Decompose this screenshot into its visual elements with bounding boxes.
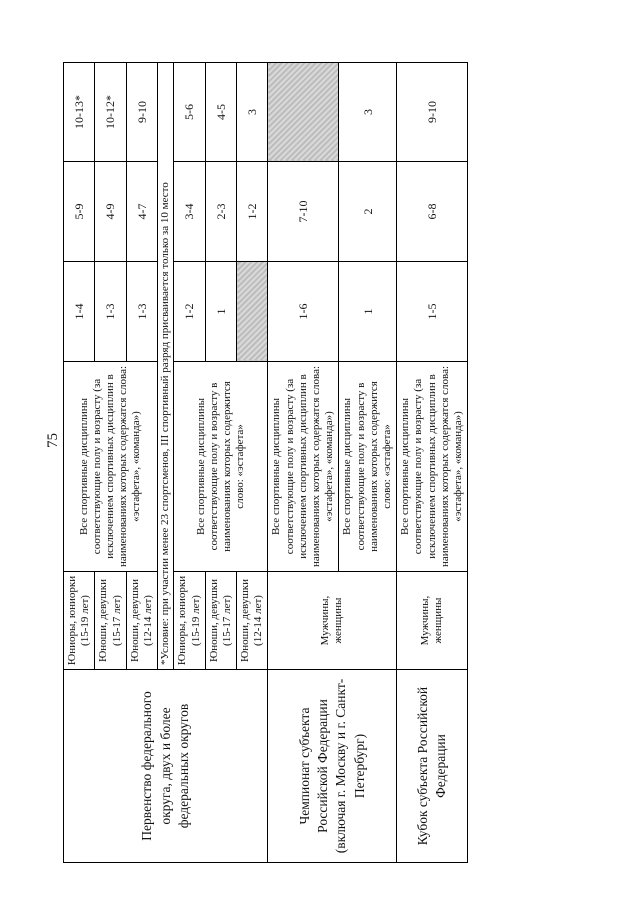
rank-c: 3 bbox=[237, 63, 268, 162]
rank-c: 5-6 bbox=[174, 63, 205, 162]
rank-c: 10-13* bbox=[64, 63, 95, 162]
competition-cup: Кубок субъекта Российской Федерации bbox=[397, 670, 468, 863]
age-group: Юноши, девушки (12-14 лет) bbox=[237, 572, 268, 670]
rank-a: 1 bbox=[339, 262, 397, 362]
rank-a: 1-6 bbox=[268, 262, 339, 362]
discipline-cell: Все спортивные дисциплины соответствующие полу и возрасту (за исключением спортивных дисциплин в наименованиях которых содержатся слова: «эстафета», «команда») bbox=[397, 362, 468, 572]
rank-b: 2 bbox=[339, 162, 397, 262]
age-group: Юноши, девушки (15-17 лет) bbox=[95, 572, 126, 670]
age-group: Мужчины, женщины bbox=[268, 572, 397, 670]
discipline-cell: Все спортивные дисциплины соответствующие полу и возрасту в наименованиях которых содержится слово: «эстафета» bbox=[174, 362, 268, 572]
rank-c: 10-12* bbox=[95, 63, 126, 162]
discipline-cell: Все спортивные дисциплины соответствующие полу и возрасту в наименованиях которых содержится слово: «эстафета» bbox=[339, 362, 397, 572]
rank-a: 1-3 bbox=[126, 262, 157, 362]
rank-b: 7-10 bbox=[268, 162, 339, 262]
age-group: Юноши, девушки (12-14 лет) bbox=[126, 572, 157, 670]
classification-table bbox=[63, 62, 468, 863]
rank-b: 6-8 bbox=[397, 162, 468, 262]
rank-a: 1 bbox=[205, 262, 236, 362]
discipline-cell: Все спортивные дисциплины соответствующие полу и возрасту (за исключением спортивных дисциплин в наименованиях которых содержатся слова: «эстафета», «команда») bbox=[64, 362, 158, 572]
rank-a bbox=[237, 262, 268, 362]
discipline-cell: Все спортивные дисциплины соответствующие полу и возрасту (за исключением спортивных дисциплин в наименованиях которых содержатся слова: «эстафета», «команда») bbox=[268, 362, 339, 572]
rank-b: 1-2 bbox=[237, 162, 268, 262]
rank-c: 4-5 bbox=[205, 63, 236, 162]
rank-b: 2-3 bbox=[205, 162, 236, 262]
rank-b: 4-9 bbox=[95, 162, 126, 262]
rank-a: 1-3 bbox=[95, 262, 126, 362]
rank-a: 1-4 bbox=[64, 262, 95, 362]
rank-a: 1-2 bbox=[174, 262, 205, 362]
age-group: Юниоры, юниорки (15-19 лет) bbox=[174, 572, 205, 670]
age-group: Юноши, девушки (15-17 лет) bbox=[205, 572, 236, 670]
rank-c: 3 bbox=[339, 63, 397, 162]
rank-c: 9-10 bbox=[397, 63, 468, 162]
page-number: 75 bbox=[45, 433, 61, 448]
competition-subject: Чемпионат субъекта Российской Федерации (включая г. Москву и г. Санкт-Петербург) bbox=[268, 670, 397, 863]
rank-b: 4-7 bbox=[126, 162, 157, 262]
rotated-table-container bbox=[63, 63, 464, 863]
rank-b: 5-9 bbox=[64, 162, 95, 262]
age-group: Мужчины, женщины bbox=[397, 572, 468, 670]
rank-c bbox=[268, 63, 339, 162]
competition-federal: Первенство федерального округа, двух и более федеральных округов bbox=[64, 670, 268, 863]
rank-a: 1-5 bbox=[397, 262, 468, 362]
rank-b: 3-4 bbox=[174, 162, 205, 262]
rank-c: 9-10 bbox=[126, 63, 157, 162]
condition-note: *Условие: при участии менее 23 спортсменов, III спортивный разряд присваивается только за 10 место bbox=[158, 63, 174, 670]
age-group: Юниоры, юниорки (15-19 лет) bbox=[64, 572, 95, 670]
